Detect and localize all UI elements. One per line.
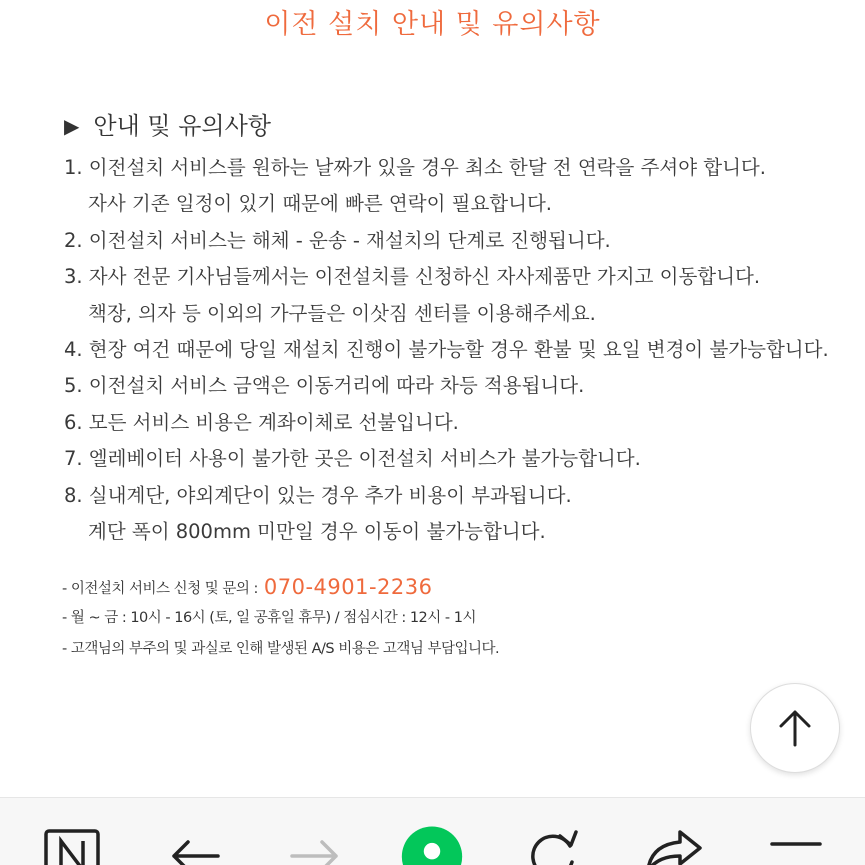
notice-line: 3. 자사 전문 기사님들께서는 이전설치를 신청하신 자사제품만 가지고 이동합니다.	[64, 265, 761, 289]
notice-line-continuation: 계단 폭이 800mm 미만일 경우 이동이 불가능합니다.	[88, 519, 546, 543]
home-button[interactable]	[40, 818, 104, 865]
notice-line: 7. 엘레베이터 사용이 불가한 곳은 이전설치 서비스가 불가능합니다.	[64, 447, 641, 471]
notice-line: 8. 실내계단, 야외계단이 있는 경우 추가 비용이 부과됩니다.	[64, 483, 572, 507]
arrow-left-icon	[164, 818, 224, 865]
section-heading-label: 안내 및 유의사항	[93, 112, 271, 140]
triangle-bullet-icon: ▶	[64, 114, 80, 138]
green-button[interactable]	[400, 818, 464, 865]
scroll-top-button[interactable]	[750, 683, 840, 773]
notice-line: 1. 이전설치 서비스를 원하는 날짜가 있을 경우 최소 한달 전 연락을 주셔야 합니다.	[64, 156, 766, 179]
notice-line: 2. 이전설치 서비스는 해체 - 운송 - 재설치의 단계로 진행됩니다.	[64, 228, 611, 252]
contact-notice: - 고객님의 부주의 및 과실로 인해 발생된 A/S 비용은 고객님 부담입니다.	[62, 641, 500, 657]
section-heading	[64, 106, 271, 141]
notice-line-continuation: 책장, 의자 등 이외의 가구들은 이삿짐 센터를 이용해주세요.	[88, 301, 596, 325]
page-title: 이전 설치 안내 및 유의사항	[264, 9, 601, 40]
menu-icon	[766, 818, 826, 865]
notice-line-continuation: 자사 기존 일정이 있기 때문에 빠른 연락이 필요합니다.	[88, 192, 553, 216]
back-button[interactable]	[162, 818, 226, 865]
contact-inquiry-label: - 이전설치 서비스 신청 및 문의 :	[62, 581, 258, 597]
arrow-right-icon	[286, 818, 346, 865]
share-icon	[642, 818, 706, 865]
contact-hours: - 월 ~ 금 : 10시 - 16시 (토, 일 공휴일 휴무) / 점심시간 : 12시 - 1시	[62, 610, 476, 626]
browser-bottom-toolbar	[0, 797, 865, 865]
contact-block	[62, 572, 499, 665]
refresh-icon	[520, 818, 584, 865]
notice-line: 4. 현장 여건 때문에 당일 재설치 진행이 불가능할 경우 환불 및 요일 변경이 불가능합니다.	[64, 337, 829, 361]
contact-phone-link[interactable]: 070-4901-2236	[263, 575, 433, 599]
naver-green-icon	[400, 818, 464, 865]
notice-list	[64, 150, 864, 550]
refresh-button[interactable]	[520, 818, 584, 865]
forward-button[interactable]	[284, 818, 348, 865]
share-button[interactable]	[642, 818, 706, 865]
notice-line: 5. 이전설치 서비스 금액은 이동거리에 따라 차등 적용됩니다.	[64, 374, 585, 398]
menu-button[interactable]	[764, 818, 828, 865]
naver-n-icon	[42, 818, 102, 865]
arrow-up-icon	[777, 708, 813, 748]
notice-line: 6. 모든 서비스 비용은 계좌이체로 선불입니다.	[64, 410, 459, 434]
contact-inquiry-row	[62, 572, 499, 603]
